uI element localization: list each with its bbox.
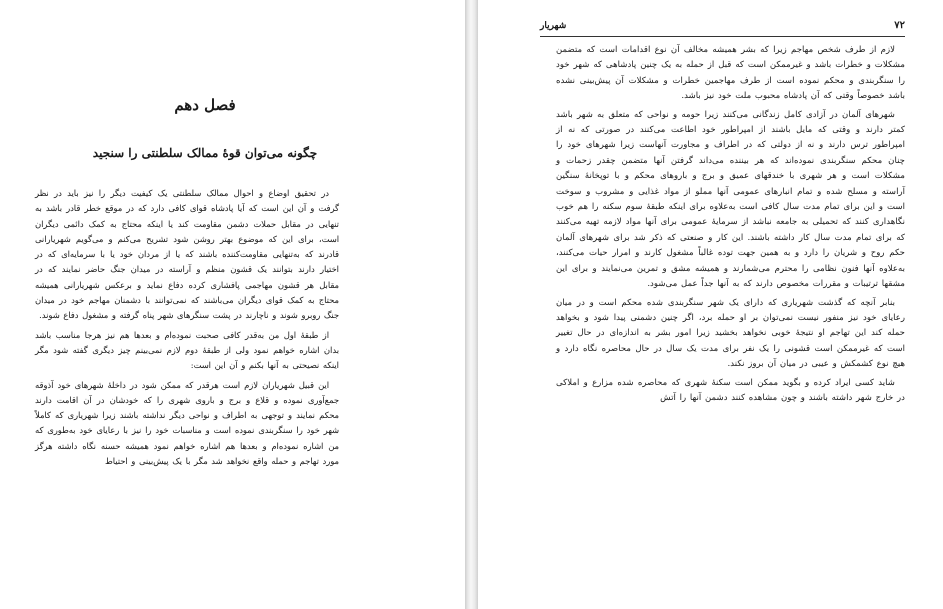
left-page-body: [35, 186, 339, 473]
left-page: [0, 0, 465, 609]
page-number: ۷۲: [894, 20, 905, 31]
paragraph: لازم از طرف شخص مهاجم زیرا که بشر همیشه مخالف آن نوع اقدامات است که متضمن مشکلات و خطرات باشد و غیرممکن است که قبل از حمله به یک چنین پادشاهی که شهر خود را سنگربندی و محکم نموده است از طرف مهاجمین خطرات و مشکلات آن پیش‌بینی نشده باشد خصوصاً وقتی که آن پادشاه محبوب ملت خود نیز باشد.: [556, 45, 905, 102]
right-page: [478, 0, 943, 609]
page-header: [540, 20, 905, 37]
chapter-title: چگونه می‌توان قوهٔ ممالک سلطنتی را سنجید: [92, 146, 318, 160]
paragraph: بنابر آنچه که گذشت شهریاری که دارای یک شهر سنگربندی شده محکم است و در میان رعایای خود نیز منفور نیست نمی‌توان بر او حمله برد، اگر چنین دشمنی پیدا شود و بخواهد حمله کند این تهاجم او نتیجهٔ خوبی نخواهد بخشید زیرا امور بشر به اندازه‌ای در حال تغییر است که غیرممکن است قشونی را یک نفر برای مدت یک سال در حال محاصره نگاه دارد و هیچ نوع کشمکش و عیبی در میان آن بروز نکند.: [556, 297, 905, 370]
chapter-label: فصل دهم: [174, 96, 236, 114]
paragraph: در تحقیق اوضاع و احوال ممالک سلطنتی یک کیفیت دیگر را نیز باید در نظر گرفت و آن این است که آیا پادشاه قوای کافی دارد که در موقع خطر قادر باشد به تنهایی در مقابل حملات دشمن مقاومت کند یا اینکه محتاج به کمک دائمی دیگران است، برای این که موضوع بهتر روشن شود تشریح می‌کنم و می‌گویم شهریارانی قادرند که به‌تنهایی مقاومت‌کننده باشند که یا از مردان خود یا با سرمایه‌ای که در اختیار دارند بتوانند یک قشون منظم و آراسته در میدان جنگ حاضر نمایند که در مقابل هر قشون مهاجمی پافشاری کرده دفاع نماید و برعکس شهریارانی همیشه محتاج به کمک قوای دیگران می‌باشند که نمی‌توانند با دشمنان مهاجم خود در میدان جنگ روبرو شوند و ناچارند در پشت سنگرهای شهر پناه گرفته و مشغول دفاع شوند.: [35, 188, 339, 321]
paragraph: این قبیل شهریاران لازم است هرقدر که ممکن شود در داخلهٔ شهرهای خود آذوقه جمع‌آوری نموده و قلاع و برج و باروی شهری را که خودشان در آن اقامت دارند محکم نمایند و توجهی به اطراف و نواحی دیگر نداشته باشند زیرا شهریاری که کاملاً شهر خود را سنگربندی نموده است و مناسبات خود را نیز با رعایای خود به‌طوری که من اشاره نموده‌ام و بعدها هم اشاره خواهم نمود همیشه حسنه نگاه داشته هرگز مورد تهاجم و حمله واقع نخواهد شد مگر با یک پیش‌بینی و احتیاط: [35, 379, 339, 467]
paragraph: شهرهای آلمان در آزادی کامل زندگانی می‌کنند زیرا حومه و نواحی که متعلق به شهر باشد کمتر دارند و وقتی که مایل باشند از امپراطور خود اطاعت می‌کنند در صورتی که نه از امپراطور ترس دارند و نه از دولتی که در اطراف و مجاورت آنهاست زیرا شهرهای خود را چنان محکم سنگربندی نموده‌اند که هر بیننده می‌داند گرفتن آنها متضمن چقدر زحمات و مشکلات است و هر شهری با خندقهای عمیق و برج و باروهای محکم و با توپخانهٔ سنگین آراسته و مسلح شده و تمام انبارهای عمومی آنها مملو از مواد غذایی و مشروب و سوخت است و این برای تمام مدت سال کافی است به‌علاوه برای اینکه طبقهٔ سوم سکنه را هم خوب نگاهداری کنند که تحمیلی به جامعه نباشد از سرمایهٔ عمومی برای آنها مواد لازمه تهیه می‌کنند که برای تمام مدت سال کار داشته باشند. این کار و صنعتی که ذکر شد برای شهرهای آلمان حکم روح و شریان را دارد و به همین جهت توده غالباً مشغول کارند و امرار حیات می‌کنند، به‌علاوه آنها فنون نظامی را محترم می‌شمارند و همیشه مشق و تمرین می‌نمایند و برای این مشقها ترتیبات و مقررات مخصوص دارند که به آنها جداً عمل می‌شود.: [556, 109, 905, 290]
book-gutter: [465, 0, 478, 609]
running-title: شهریار: [540, 21, 567, 31]
paragraph: شاید کسی ایراد کرده و بگوید ممکن است سکنهٔ شهری که محاصره شده مزارع و املاکی در خارج شهر داشته باشند و چون مشاهده کنند دشمن آنها را آتش: [556, 377, 905, 403]
right-page-body: [556, 43, 905, 409]
paragraph: از طبقهٔ اول من به‌قدر کافی صحبت نموده‌ام و بعدها هم نیز هرجا مناسب باشد بدان اشاره خواهم نمود ولی از طبقهٔ دوم لازم نمی‌بینم چیز دیگری گفته شود مگر اینکه نصیحتی به آنها بکنم و آن این است:: [35, 329, 339, 371]
